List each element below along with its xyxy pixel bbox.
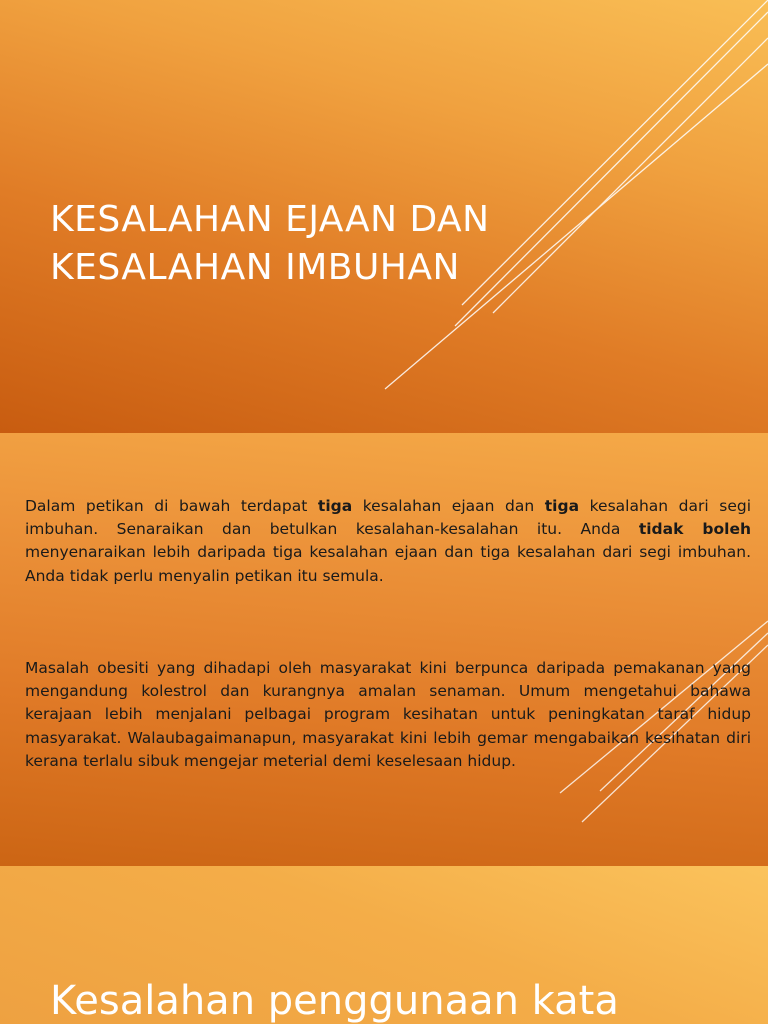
instruction-text-1: Dalam petikan di bawah terdapat xyxy=(25,497,318,515)
passage-paragraph: Masalah obesiti yang dihadapi oleh masyarakat kini berpunca daripada pemakanan yang mengandung kolestrol dan kurangnya amalan senaman. Umum mengetahui bahawa kerajaan lebih menjalani pelbagai program kesihatan untuk peningkatan taraf hidup masyarakat. Walaubagaimanapun, masyarakat kini lebih gemar mengabaikan kesihatan diri kerana terlalu sibuk mengejar meterial demi keselesaan hidup. xyxy=(25,659,751,770)
slide-next-heading: Kesalahan penggunaan kata xyxy=(50,978,619,1024)
instruction-bold-3: tidak boleh xyxy=(638,520,751,539)
slide-title xyxy=(0,0,768,433)
instruction-text-2: kesalahan ejaan dan xyxy=(352,497,545,515)
instruction-text-4: menyenaraikan lebih daripada tiga kesalahan ejaan dan tiga kesalahan dari segi imbuhan. Anda tidak perlu menyalin petikan itu semula. xyxy=(25,543,751,585)
slide-next xyxy=(0,866,768,1024)
slide-title-heading: KESALAHAN EJAAN DAN KESALAHAN IMBUHAN xyxy=(50,199,490,288)
instruction-paragraph xyxy=(25,495,751,588)
instruction-bold-2: tiga xyxy=(544,497,580,515)
slide-exercise xyxy=(0,433,768,866)
instruction-text-3: kesalahan dari segi imbuhan. Senaraikan dan betulkan kesalahan-kesalahan itu. Anda xyxy=(25,497,751,539)
instruction-bold-1: tiga xyxy=(317,497,353,515)
